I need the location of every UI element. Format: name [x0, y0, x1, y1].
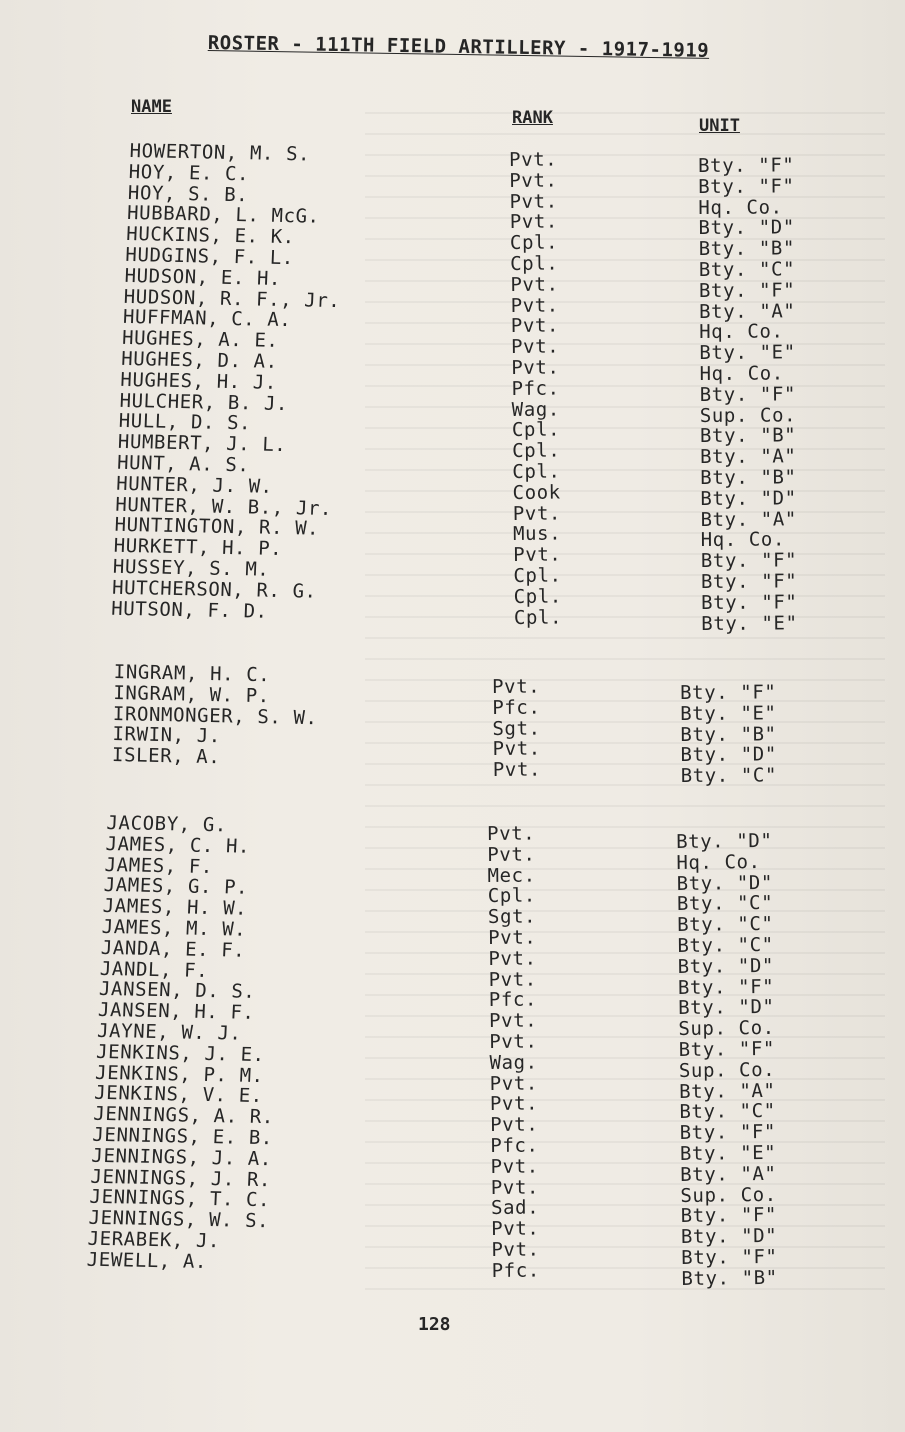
roster-rank: Pvt. [509, 210, 559, 234]
roster-name: JENKINS, P. M. [94, 1061, 265, 1087]
roster-unit: Bty. "C" [680, 764, 778, 788]
roster-name: HUDGINS, F. L. [124, 243, 295, 270]
roster-rank: Pvt. [488, 947, 537, 970]
roster-unit: Bty. "A" [680, 1162, 777, 1186]
roster-rank: Pfc. [511, 377, 560, 400]
roster-unit: Bty. "D" [677, 954, 775, 978]
roster-unit: Sup. Co. [678, 1058, 776, 1082]
roster-rank: Sgt. [487, 905, 537, 929]
roster-unit: Bty. "E" [701, 611, 798, 635]
roster-unit: Bty. "C" [679, 1100, 776, 1124]
ranks-column-h [509, 149, 562, 628]
roster-name: HUTSON, F. D. [110, 597, 269, 623]
roster-unit: Bty. "A" [700, 445, 797, 469]
roster-unit: Bty. "F" [699, 383, 797, 406]
roster-rank: Mus. [512, 522, 562, 546]
roster-unit: Bty. "F" [677, 975, 775, 999]
roster-name: ISLER, A. [111, 744, 221, 769]
page-title: ROSTER - 111TH FIELD ARTILLERY - 1917-1919 [207, 32, 710, 62]
roster-name: JEWELL, A. [86, 1248, 208, 1273]
roster-name: JACOBY, G. [106, 812, 228, 837]
roster-name: JANDL, F. [99, 957, 209, 982]
roster-unit: Bty. "A" [679, 1079, 776, 1103]
roster-rank: Pvt. [510, 273, 559, 296]
roster-name: HUSSEY, S. M. [112, 555, 270, 581]
units-column-h [698, 155, 798, 634]
roster-rank: Pfc. [488, 988, 538, 1012]
roster-name: INGRAM, H. C. [113, 661, 271, 687]
roster-unit: Bty. "B" [698, 237, 796, 261]
roster-name: JAMES, G. P. [103, 874, 249, 900]
roster-rank: Pvt. [488, 926, 537, 949]
roster-name: JENNINGS, T. C. [89, 1186, 271, 1212]
roster-name: IRWIN, J. [112, 723, 222, 748]
roster-name: JENNINGS, W. S. [88, 1206, 270, 1233]
roster-name: HUNTER, W. B., Jr. [114, 493, 333, 520]
roster-rank: Sad. [490, 1196, 540, 1220]
roster-name: HUDSON, R. F., Jr. [123, 285, 341, 312]
roster-rank: Pvt. [490, 1113, 539, 1137]
page-number: 128 [418, 1314, 451, 1335]
roster-rank: Pvt. [486, 822, 536, 845]
roster-rank: Wag. [489, 1051, 538, 1074]
roster-unit: Bty. "F" [680, 1204, 778, 1228]
roster-unit: Bty. "B" [700, 466, 797, 489]
roster-name: JERABEK, J. [87, 1227, 221, 1253]
roster-name: HUCKINS, E. K. [125, 223, 296, 249]
names-column-j [86, 813, 287, 1274]
roster-name: JAMES, F. [104, 853, 214, 878]
roster-unit: Hq. Co. [698, 196, 783, 219]
roster-unit: Bty. "C" [698, 258, 796, 281]
roster-rank: Cpl. [487, 884, 537, 908]
roster-name: JANSEN, D. S. [98, 978, 256, 1004]
roster-rank: Pvt. [508, 148, 558, 171]
roster-name: HUGHES, H. J. [119, 368, 278, 394]
roster-name: HUFFMAN, C. A. [122, 306, 292, 332]
ranks-column-j [487, 823, 540, 1281]
roster-rank: Cpl. [509, 231, 559, 255]
name-column-header: NAME [131, 97, 172, 117]
roster-name: INGRAM, W. P. [113, 681, 271, 708]
roster-unit: Bty. "D" [698, 216, 795, 240]
roster-unit: Bty. "F" [698, 175, 795, 198]
roster-rank: Pvt. [489, 1092, 539, 1116]
roster-unit: Bty. "D" [676, 871, 774, 895]
roster-unit: Bty. "F" [701, 591, 798, 614]
names-column-h [111, 141, 347, 623]
roster-unit: Sup. Co. [678, 1016, 775, 1041]
roster-unit: Bty. "B" [681, 1266, 778, 1290]
roster-rank: Cpl. [511, 418, 561, 442]
roster-rank: Pfc. [492, 696, 541, 719]
roster-name: JAYNE, W. J. [96, 1019, 243, 1045]
roster-rank: Sgt. [492, 717, 541, 740]
roster-name: HUTCHERSON, R. G. [111, 576, 318, 603]
units-column-i [680, 682, 777, 787]
roster-unit: Bty. "E" [680, 702, 777, 725]
roster-unit: Bty. "D" [700, 487, 797, 510]
roster-name: HUGHES, A. E. [121, 327, 280, 353]
roster-rank: Cpl. [510, 252, 559, 275]
roster-rank: Pvt. [490, 1155, 539, 1178]
roster-name: HOWERTON, M. S. [129, 140, 311, 166]
roster-unit: Bty. "E" [679, 1141, 777, 1165]
roster-name: HUDSON, E. H. [124, 264, 282, 290]
rank-column-header: RANK [512, 108, 553, 128]
roster-rank: Pvt. [491, 1217, 540, 1241]
roster-name: HUNTINGTON, R. W. [114, 514, 320, 541]
roster-name: HULL, D. S. [118, 410, 252, 435]
roster-rank: Cook [512, 481, 561, 504]
roster-rank: Pfc. [490, 1134, 539, 1157]
roster-name: HUBBARD, L. McG. [126, 202, 321, 229]
roster-name: IRONMONGER, S. W. [112, 702, 318, 729]
roster-rank: Wag. [511, 398, 560, 421]
roster-name: HUNTER, J. W. [115, 472, 274, 498]
roster-unit: Bty. "A" [699, 299, 796, 323]
roster-name: HOY, E. C. [128, 160, 250, 186]
roster-unit: Bty. "F" [700, 549, 798, 573]
roster-rank: Cpl. [513, 564, 562, 587]
roster-name: JENNINGS, E. B. [91, 1123, 274, 1150]
roster-name: JANDA, E. F. [100, 936, 246, 962]
roster-rank: Pvt. [510, 294, 559, 317]
roster-name: JENKINS, V. E. [93, 1082, 264, 1108]
roster-rank: Pvt. [491, 1238, 540, 1261]
roster-unit: Bty. "F" [700, 570, 798, 593]
roster-rank: Pvt. [509, 169, 558, 192]
roster-name: HURKETT, H. P. [113, 534, 283, 561]
roster-unit: Hq. Co. [700, 528, 786, 552]
roster-unit: Bty. "D" [675, 829, 773, 853]
roster-name: JENNINGS, A. R. [92, 1102, 275, 1129]
roster-unit: Bty. "F" [681, 1245, 778, 1269]
roster-name: JAMES, H. W. [102, 895, 248, 920]
ranks-column-i [492, 677, 541, 781]
roster-rank: Pfc. [491, 1259, 540, 1282]
roster-name: JANSEN, H. F. [97, 999, 256, 1025]
units-column-j [676, 831, 778, 1290]
roster-unit: Bty. "C" [677, 913, 774, 937]
roster-rank: Pvt. [513, 543, 562, 567]
roster-name: JENKINS, J. E. [95, 1040, 266, 1066]
roster-unit: Bty. "F" [679, 681, 777, 704]
roster-unit: Bty. "D" [678, 996, 775, 1020]
roster-unit: Bty. "E" [699, 341, 796, 365]
roster-name: HULCHER, B. J. [119, 389, 289, 415]
roster-unit: Hq. Co. [676, 850, 761, 874]
roster-rank: Pvt. [512, 502, 562, 525]
roster-unit: Bty. "F" [697, 154, 795, 177]
roster-rank: Cpl. [512, 460, 561, 483]
roster-name: HUGHES, D. A. [120, 347, 279, 373]
roster-rank: Pvt. [489, 1030, 538, 1053]
roster-unit: Hq. Co. [699, 320, 784, 344]
unit-column-header: UNIT [699, 116, 740, 136]
roster-unit: Bty. "D" [680, 743, 777, 767]
roster-name: HOY, S. B. [127, 181, 249, 206]
roster-rank: Pvt. [492, 737, 541, 761]
roster-rank: Cpl. [513, 585, 562, 608]
roster-unit: Bty. "C" [676, 892, 774, 916]
roster-rank: Pvt. [490, 1176, 540, 1199]
roster-rank: Pvt. [509, 190, 558, 213]
roster-name: HUMBERT, J. L. [117, 430, 287, 457]
roster-unit: Bty. "F" [679, 1120, 777, 1145]
roster-rank: Pvt. [510, 314, 560, 338]
roster-rank: Pvt. [488, 968, 537, 991]
roster-rank: Pvt. [510, 335, 560, 359]
roster-name: HUNT, A. S. [116, 451, 250, 477]
roster-name: JAMES, M. W. [101, 915, 247, 941]
roster-unit: Sup. Co. [699, 403, 797, 427]
roster-unit: Bty. "A" [700, 507, 797, 531]
roster-rank: Pvt. [491, 675, 541, 698]
roster-rank: Pvt. [511, 356, 560, 379]
roster-unit: Bty. "F" [678, 1037, 776, 1061]
roster-unit: Bty. "D" [680, 1224, 778, 1249]
roster-rank: Pvt. [487, 843, 536, 866]
roster-name: JENNINGS, J. R. [90, 1165, 272, 1191]
roster-rank: Pvt. [489, 1072, 538, 1095]
roster-rank: Pvt. [488, 1009, 538, 1033]
names-column-i [112, 662, 319, 770]
roster-rank: Cpl. [513, 606, 563, 629]
roster-rank: Cpl. [512, 439, 561, 463]
reverse-side-bleed-through [365, 100, 885, 1300]
roster-unit: Bty. "B" [680, 722, 777, 746]
roster-unit: Hq. Co. [699, 362, 784, 385]
roster-name: JENNINGS, J. A. [90, 1144, 273, 1170]
roster-unit: Bty. "B" [699, 424, 797, 448]
roster-unit: Sup. Co. [680, 1183, 777, 1207]
roster-name: JAMES, C. H. [105, 832, 251, 858]
roster-rank: Pvt. [492, 758, 542, 782]
roster-unit: Bty. "F" [698, 279, 796, 302]
roster-unit: Bty. "C" [677, 933, 774, 957]
roster-rank: Mec. [487, 864, 536, 887]
